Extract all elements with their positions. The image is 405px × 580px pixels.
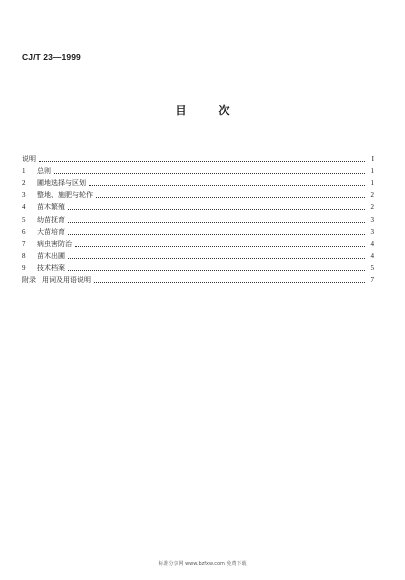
toc-entry-page: 1 [370, 179, 374, 188]
toc-entry-preface[interactable] [22, 152, 374, 164]
toc-entry-page: 7 [370, 276, 374, 285]
toc-entry-appendix[interactable] [22, 273, 374, 285]
toc-leader-dots [68, 208, 365, 210]
toc-leader-dots [68, 269, 365, 271]
toc-entry-number: 附录 [22, 276, 36, 285]
toc-entry-page: 2 [370, 203, 374, 212]
toc-entry-number: 1 [22, 167, 26, 176]
toc-entry-label: 技术档案 [37, 263, 65, 272]
toc-entry-label: 圃地选择与区划 [37, 179, 86, 188]
toc-entry-page: 4 [370, 251, 374, 260]
toc-entry-page: 3 [370, 227, 374, 236]
toc-entry-label: 总则 [37, 167, 51, 176]
toc-entry-5[interactable] [22, 212, 374, 224]
toc-entry-8[interactable] [22, 249, 374, 261]
toc-entry-number: 3 [22, 191, 26, 200]
table-of-contents [22, 152, 374, 285]
toc-entry-number: 4 [22, 203, 26, 212]
toc-entry-page: 3 [370, 215, 374, 224]
footer-watermark: 标准分享网 www.bzfxw.com 免费下载 [158, 561, 247, 567]
toc-entry-page: I [371, 155, 374, 164]
standard-code: CJ/T 23—1999 [22, 52, 81, 62]
toc-entry-number: 7 [22, 239, 26, 248]
toc-entry-label: 病虫害防治 [37, 239, 72, 248]
toc-entry-4[interactable] [22, 200, 374, 212]
toc-entry-1[interactable] [22, 164, 374, 176]
toc-leader-dots [96, 196, 365, 198]
toc-leader-dots [54, 172, 365, 174]
toc-entry-number: 9 [22, 263, 26, 272]
toc-entry-label: 幼苗抚育 [37, 215, 65, 224]
toc-leader-dots [68, 257, 365, 259]
toc-leader-dots [39, 160, 365, 162]
toc-entry-label: 大苗培育 [37, 227, 65, 236]
toc-entry-3[interactable] [22, 188, 374, 200]
toc-entry-page: 5 [370, 263, 374, 272]
toc-entry-label: 苗木繁殖 [37, 203, 65, 212]
toc-entry-page: 1 [370, 167, 374, 176]
toc-entry-label: 苗木出圃 [37, 251, 65, 260]
toc-entry-number: 2 [22, 179, 26, 188]
toc-leader-dots [68, 221, 365, 223]
toc-entry-label: 整地、施肥与轮作 [37, 191, 93, 200]
toc-entry-2[interactable] [22, 176, 374, 188]
toc-entry-number: 8 [22, 251, 26, 260]
toc-entry-number: 5 [22, 215, 26, 224]
toc-entry-page: 4 [370, 239, 374, 248]
toc-entry-label: 说明 [22, 155, 36, 164]
toc-entry-page: 2 [370, 191, 374, 200]
toc-leader-dots [68, 233, 365, 235]
toc-leader-dots [89, 184, 365, 186]
toc-entry-label: 用词及用语说明 [42, 276, 91, 285]
toc-entry-number: 6 [22, 227, 26, 236]
toc-leader-dots [75, 245, 365, 247]
toc-entry-6[interactable] [22, 225, 374, 237]
page-title: 目次 [175, 104, 262, 117]
toc-leader-dots [94, 281, 365, 283]
toc-entry-7[interactable] [22, 237, 374, 249]
toc-entry-9[interactable] [22, 261, 374, 273]
